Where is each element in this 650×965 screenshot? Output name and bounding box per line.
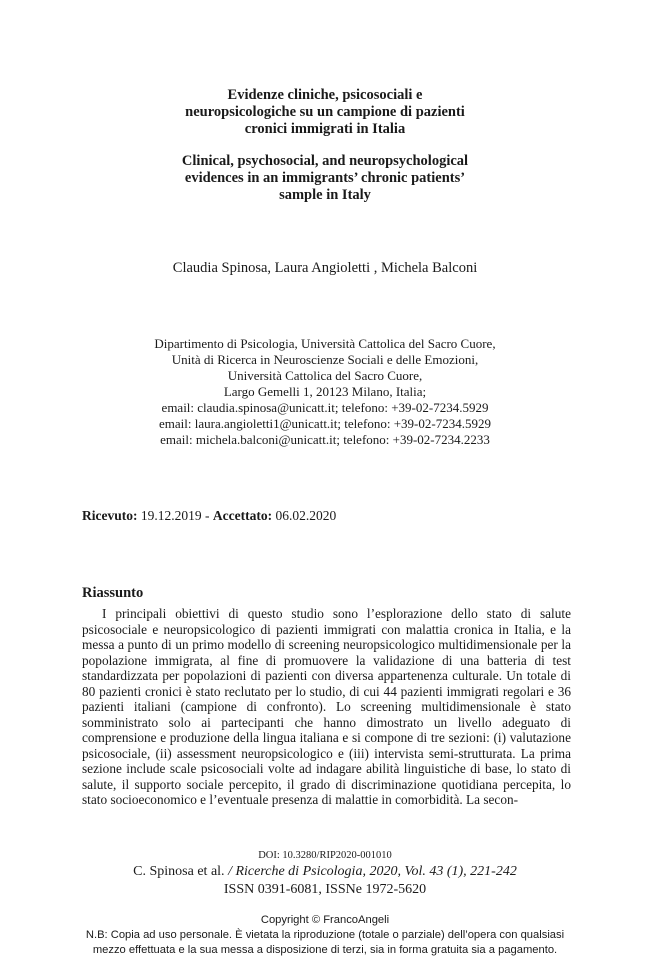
issn: ISSN 0391-6081, ISSNe 1972-5620 [223,882,427,897]
title-english-line: Clinical, psychosocial, and neuropsychological [181,153,469,169]
affiliation-line: Largo Gemelli 1, 20123 Milano, Italia; [223,384,427,399]
submission-dates [82,508,336,524]
copyright-line: Copyright © FrancoAngeli [260,914,390,926]
title-italian-line: cronici immigrati in Italia [244,121,406,137]
affiliation-line: Unità di Ricerca in Neuroscienze Sociali e delle Emozioni, [171,352,479,367]
title-italian-line: neuropsicologiche su un campione di pazienti [185,104,465,120]
affiliation [0,336,650,448]
abstract-heading: Riassunto [82,585,144,601]
affiliation-line: Dipartimento di Psicologia, Università Cattolica del Sacro Cuore, [154,336,496,351]
affiliation-email: email: laura.angioletti1@unicatt.it; telefono: +39-02-7234.5929 [159,416,491,431]
usage-note-line: mezzo effettuata e la sua messa a disposizione di terzi, sia in forma gratuita sia a pagamento. [92,944,558,956]
title-english [0,153,650,204]
accepted-date: 06.02.2020 [272,508,337,523]
citation-authors: C. Spinosa et al. [133,864,229,879]
doi: DOI: 10.3280/RIP2020-001010 [258,850,392,861]
affiliation-line: Università Cattolica del Sacro Cuore, [227,368,423,383]
affiliation-email: email: michela.balconi@unicatt.it; telefono: +39-02-7234.2233 [160,432,490,447]
received-label: Ricevuto: [82,508,138,523]
affiliation-email: email: claudia.spinosa@unicatt.it; telefono: +39-02-7234.5929 [161,400,489,415]
accepted-label: Accettato: [212,508,273,523]
title-italian [0,87,650,138]
authors: Claudia Spinosa, Laura Angioletti , Michela Balconi [172,260,478,276]
citation-source: / Ricerche di Psicologia, 2020, Vol. 43 (1), 221-242 [228,864,517,879]
abstract-text: I principali obiettivi di questo studio sono l’esplorazione dello stato di salute psicosociale e neuropsicologico di pazienti immigrati con malattia cronica in Italia, e la messa a punto di un primo modello di screening neuropsicologico multidimensionale per la popolazione immigrata, al fine di promuovere la validazione di una batteria di test standardizzata per popolazioni di pazienti con diversa appartenenza culturale. Un totale di 80 pazienti cronici è stato reclutato per lo studio, di cui 44 pazienti immigrati regolari e 36 pazienti italiani (campione di confronto). Lo screening multidimensionale è stato somministrato solo ai partecipanti che hanno dimostrato un livello adeguato di comprensione e produzione della lingua italiana e si compone di tre sezioni: (i) valutazione psicosociale, (ii) assessment neuropsicologico e (iii) intervista semi-strutturata. La prima sezione include scale psicosociali volte ad indagare abilità linguistiche di base, lo stato di salute, il supporto sociale percepito, il grado di discriminazione quotidiana percepita, lo stato socioeconomico e l’eventuale presenza di malattie in comorbidità. La secon- [82,606,571,807]
title-english-line: evidences in an immigrants’ chronic patients’ [184,170,466,186]
citation [0,864,650,880]
title-english-line: sample in Italy [279,187,371,203]
title-italian-line: Evidenze cliniche, psicosociali e [227,87,423,103]
received-date: 19.12.2019 - [137,508,213,523]
usage-note-line: N.B: Copia ad uso personale. È vietata la riproduzione (totale o parziale) dell’opera con qualsiasi [85,929,565,941]
copyright-footer [0,913,650,958]
